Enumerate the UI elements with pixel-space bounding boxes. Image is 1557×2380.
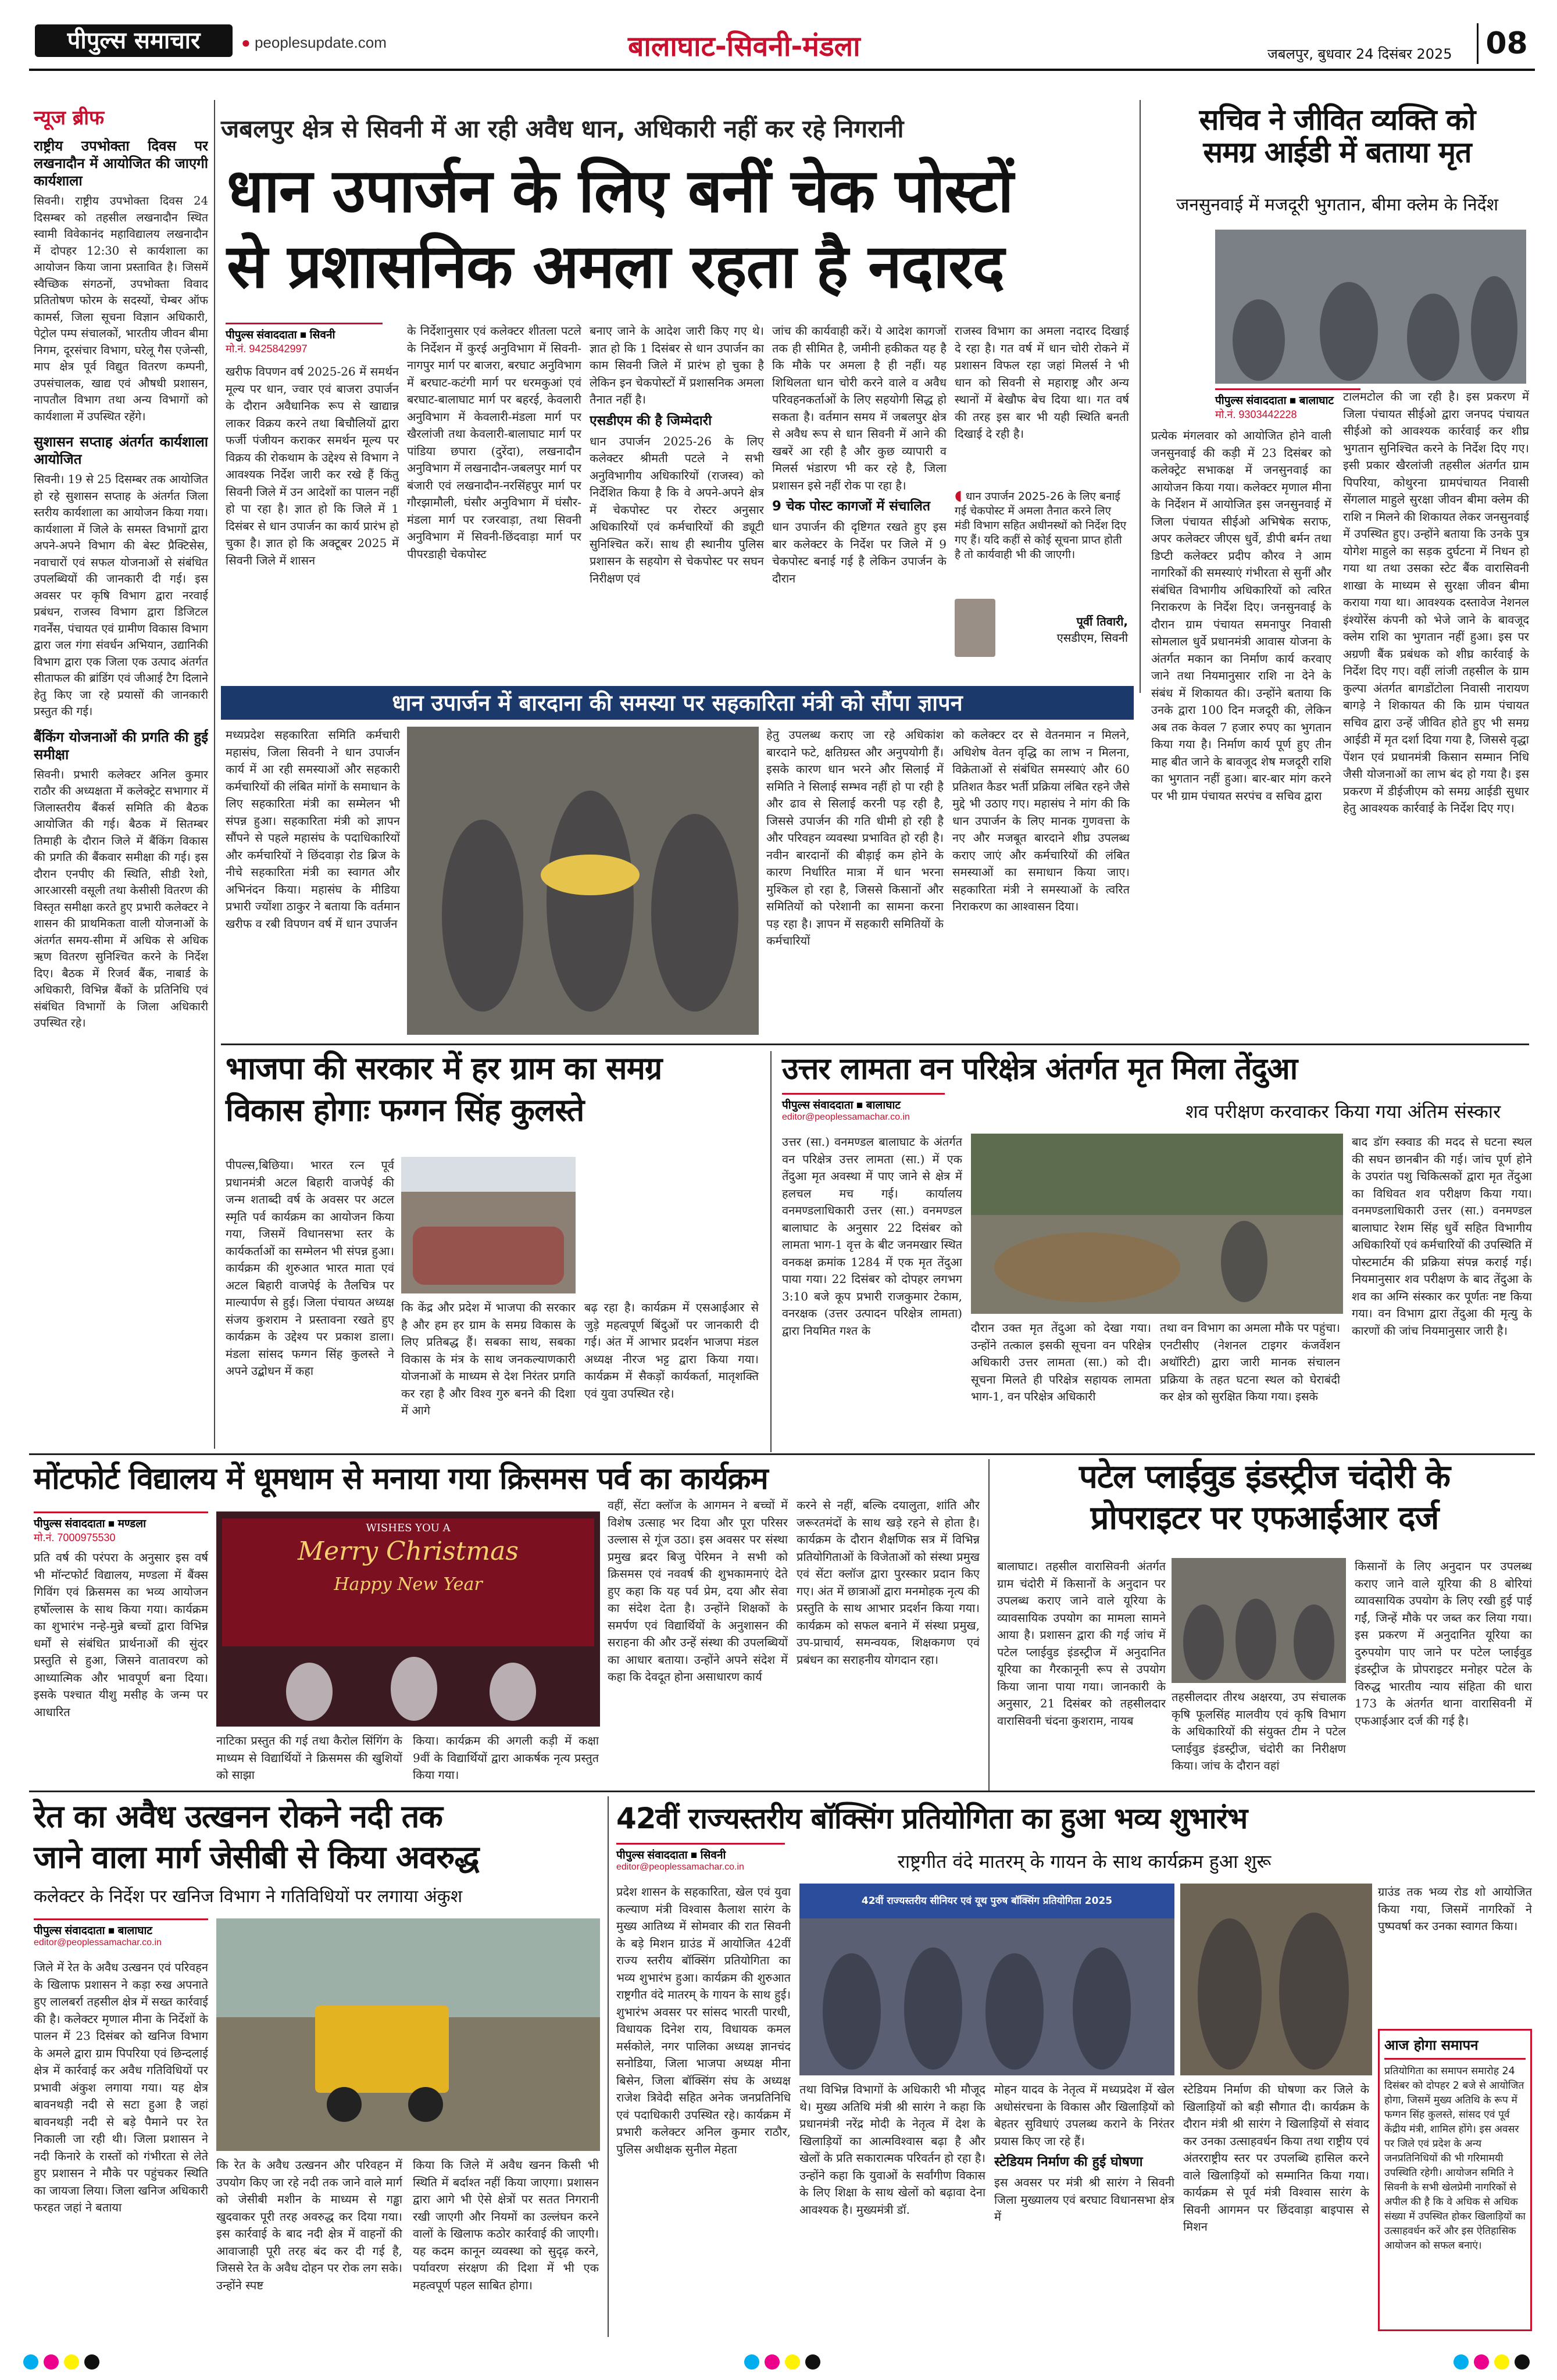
christmas-col-2: नाटिका प्रस्तुत की गई तथा कैरोल सिंगिंग के माध्यम से विद्यार्थियों ने क्रिसमस की खुशियों को साझा xyxy=(216,1734,402,1782)
secretary-byline: पीपुल्स संवाददाता ■ बालाघाट मो.नं. 9303442228 xyxy=(1215,388,1360,421)
secretary-subhead: जनसुनवाई में मजदूरी भुगतान, बीमा क्लेम के निर्देश xyxy=(1176,195,1498,215)
tendua-headline: उत्तर लामता वन परिक्षेत्र अंतर्गत मृत मिला तेंदुआ xyxy=(782,1052,1298,1087)
garland-decoration xyxy=(541,855,640,895)
bjp-col-2: कि केंद्र और प्रदेश में भाजपा की सरकार है और हम हर ग्राम के समग्र विकास के लिए प्रतिबद्ध हैं। सबका साथ, सबका विकास के मंत्र के साथ जनकल्याणकारी योजनाओं के माध्यम से देश निरंतर प्रगति कर रहा है और विश्व गुरु बनने की दिशा में आगे xyxy=(401,1300,576,1417)
masthead xyxy=(0,0,1557,74)
bjp-event-photo xyxy=(401,1157,576,1293)
magenta-mark xyxy=(44,2354,59,2370)
boxing-col-4: स्टेडियम निर्माण की घोषणा कर जिले के खिलाड़ियों को बड़ी सौगात दी। कार्यक्रम के दौरान मंत्री श्री सारंग ने खिलाड़ियों से संवाद कर उनका उत्साहवर्धन किया तथा राष्ट्रीय एवं अंतरराष्ट्रीय स्तर पर उपलब्धि हासिल करने वाले खिलाड़ियों को सम्मानित किया गया। कार्यक्रम से पूर्व मंत्री विश्वास सारंग के सिवनी आगमन पर छिंदवाड़ा बाइपास से मिशन xyxy=(1183,2082,1369,2234)
section-title: बालाघाट-सिवनी-मंडला xyxy=(628,30,860,63)
paper-logo xyxy=(35,24,233,57)
tendua-subhead: शव परीक्षण करवाकर किया गया अंतिम संस्कार xyxy=(1185,1100,1501,1123)
boxing-headline: 42वीं राज्यस्तरीय बॉक्सिंग प्रतियोगिता का हुआ भव्य शुभारंभ xyxy=(616,1802,1248,1835)
grid-col-1: मध्यप्रदेश सहकारिता समिति कर्मचारी महासंघ, जिला सिवनी ने धान उपार्जन कार्य में आ रही समस्याओं और सहकारी कर्मचारियों की लंबित मांगों के समाधान के लिए सहकारिता मंत्री का सम्मेलन भी संपन्न हुआ। सहकारिता मंत्री को ज्ञापन सौंपने से पहले महासंघ के पदाधिकारियों और कर्मचारियों ने छिंदवाड़ा रोड ब्रिज के नीचे सहकारिता मंत्री का स्वागत और अभिनंदन किया। महासंघ के मीडिया प्रभारी ज्योंशा ठाकुर ने बताया कि वर्तमान खरीफ व रबी विपणन वर्ष में धान उपार्जन xyxy=(226,728,400,931)
brief-label: न्यूज ब्रीफ xyxy=(34,106,105,130)
website-link[interactable] xyxy=(241,34,387,52)
section-divider xyxy=(29,1791,1535,1792)
grid-col-3: को कलेक्टर दर से वेतनमान न मिलने, अधिशेष वेतन वृद्धि का लाभ न मिलना, विक्रेताओं से संबंधित समस्याएं और 60 प्रतिशत कैडर भर्ती प्रक्रिया लंबित रहने जैसे मुद्दे भी उठाए गए। महासंघ ने मांग की कि धान उपार्जन के लिए मानक गुणवत्ता के नए और मजबूत बारदाने शीघ्र उपलब्ध कराए जाएं और कर्मचारियों की लंबित समस्याओं का समाधान किया जाए। सहकारिता मंत्री ने समस्याओं के त्वरित निराकरण का आश्वासन दिया। xyxy=(952,728,1130,913)
boxing-subhead: राष्ट्रगीत वंदे मातरम् के गायन के साथ कार्यक्रम हुआ शुरू xyxy=(897,1850,1272,1872)
patel-col-3: किसानों के लिए अनुदान पर उपलब्ध कराए जाने वाले यूरिया की 8 बोरियां व्यावसायिक उपयोग के लिए रखी हुई पाई गईं, जिन्हें मौके पर जब्त कर लिया गया। इस प्रकरण में अनुदानित यूरिया का दुरुपयोग पाए जाने पर पटेल प्लाईवुड इंडस्ट्रीज के प्रोपराइटर मनोहर पटेल के विरुद्ध भारतीय न्याय संहिता की धारा 173 के अंतर्गत थाना वारासिवनी में एफआईआर दर्ज की गई है। xyxy=(1355,1559,1532,1728)
christmas-stage-photo xyxy=(216,1511,600,1727)
brief-heading: बैंकिंग योजनाओं की प्रगति की हुई समीक्षा xyxy=(34,728,208,763)
section-divider xyxy=(221,1044,1529,1045)
dateline: जबलपुर, बुधवार 24 दिसंबर 2025 xyxy=(1267,46,1452,62)
column-divider xyxy=(214,100,215,1449)
grid-col-2: हेतु उपलब्ध कराए जा रहे अधिकांश बारदाने फटे, क्षतिग्रस्त और अनुपयोगी हैं। इसके कारण धान भरने और सिलाई में समिति ने सिलाई सम्भव नहीं हो पा रही है और ढाव से सिलाई करनी पड़ रही है, जिससे उपार्जन की गति धीमी हो रही है और परिवहन व्यवस्था प्रभावित हो रही है। नवीन बारदानों की बीड़ाई कम होने के कारण निर्धारित मात्रा में धान भरना मुश्किल हो रहा है, जिससे किसानों और समितियों को परेशानी का सामना करना पड़ रहा है। ज्ञापन में सहकारी समितियों के कर्मचारियों xyxy=(766,728,944,948)
lead-mobile: मो.नं. 9425842997 xyxy=(226,343,308,355)
section-divider xyxy=(29,1453,1535,1455)
brief-heading: सुशासन सप्ताह अंतर्गत कार्यशाला आयोजित xyxy=(34,434,208,467)
lead-quote: ◖ धान उपार्जन 2025-26 के लिए बनाई गई चेकपोस्ट में अमला तैनात करने लिए मंडी विभाग सहित अधीनस्थों को निर्देश दिए गए हैं। यदि कहीं से कोई सूचना प्राप्त होती है तो कार्यवाही भी की जाएगी। xyxy=(955,487,1127,561)
lead-subhead: एसडीएम की है जिम्मेदारी xyxy=(590,413,712,428)
secretary-col-2: टालमटोल की जा रही है। इस प्रकरण में जिला पंचायत सीईओ द्वारा जनपद पंचायत सीईओ को आवश्यक कार्रवाई कर शीघ्र भुगतान सुनिश्चित करने के निर्देश दिए गए। इसी प्रकार खैरलांजी तहसील अंतर्गत ग्राम पिपरिया, कोथुरना ग्रामपंचायत निवासी सेंगलाल माहुले सुरक्षा जीवन बीमा क्लेम की राशि न मिलने की शिकायत लेकर जनसुनवाई में उपस्थित हुए। उन्होंने बताया कि उनके पुत्र योगेश माहुले का सड़क दुर्घटना में निधन हो गया था तथा उसका स्टेट बैंक वारासिवनी शाखा के माध्यम से सुरक्षा जीवन बीमा कराया गया था। आवश्यक दस्तावेज नेशनल इंश्योरेंस कंपनी को भेजे जाने के बावजूद क्लेम राशि का भुगतान नहीं हुआ। इस पर अग्रणी बैंक प्रबंधक को शीघ्र कार्रवाई के निर्देश दिए गए। वहीं लांजी तहसील के ग्राम कुल्पा अंतर्गत बागडोंटोला निवासी नारायण बागड़े ने शिकायत की कि ग्राम पंचायत सचिव द्वारा उन्हें जीवित होते हुए भी समग्र आईडी में मृत दर्शा दिया गया है, जिससे वृद्धा पेंशन एवं प्रधानमंत्री किसान सम्मान निधि जैसी योजनाओं का लाभ बंद हो गया है। इस प्रकरण में डीईजीएम को समग्र आईडी सुधार हेतु आवश्यक कार्रवाई के निर्देश दिए गए। xyxy=(1343,389,1529,815)
tendua-col-2: दौरान उक्त मृत तेंदुआ को देखा गया। उन्होंने तत्काल इसकी सूचना वन परिक्षेत्र अधिकारी उत्तर लामता (सा.) को दी। सूचना मिलते ही परिक्षेत्र सहायक लामता भाग-1, वन परिक्षेत्र अधिकारी xyxy=(971,1321,1151,1403)
column-divider xyxy=(1140,100,1141,693)
grid-banner: धान उपार्जन में बारदाना की समस्या पर सहकारिता मंत्री को सौंपा ज्ञापन xyxy=(221,686,1134,720)
dead-leopard-photo xyxy=(971,1134,1343,1314)
quote-icon: ◖ xyxy=(955,487,962,503)
boxing-photo-banner: 42वीं राज्यस्तरीय सीनियर एवं यूथ पुरुष बॉक्सिंग प्रतियोगिता 2025 xyxy=(799,1884,1174,1918)
boxing-col-1: प्रदेश शासन के सहकारिता, खेल एवं युवा कल्याण मंत्री विश्वास कैलाश सारंग के मुख्य आतिथ्य में सोमवार की रात सिवनी के बड़े मिशन ग्राउंड में आयोजित 42वीं राज्य स्तरीय बॉक्सिंग प्रतियोगिता का भव्य शुभारंभ हुआ। कार्यक्रम की शुरुआत राष्ट्रगीत वंदे मातरम् के गायन के साथ हुई। शुभारंभ अवसर पर सांसद भारती पारधी, विधायक दिनेश राय, विधायक कमल मर्सकोले, नगर पालिका अध्यक्ष ज्ञानचंद सनोडिया, जिला भाजपा अध्यक्ष मीना बिसेन, जिला बॉक्सिंग संघ के अध्यक्ष राजेश त्रिवेदी सहित अनेक जनप्रतिनिधि एवं पदाधिकारी उपस्थित रहे। कार्यक्रम में प्रभारी कलेक्टर अनिल कुमार राठौर, पुलिस अधीक्षक सुनील मेहता xyxy=(616,1885,791,2156)
lead-col-2: के निर्देशानुसार एवं कलेक्टर शीतला पटले के निर्देशन में कुरई अनुविभाग में सिवनी-नागपुर मार्ग पर बाजरा, बरघाट अनुविभाग में बरघाट-कटंगी मार्ग पर धरमकुआं एवं बरघाट-बालाघाट मार्ग पर बहरई, केवलारी अनुविभाग में केवलारी-मंडला मार्ग पर खैरलांजी तथा केवलारी-बालाघाट मार्ग पर पांडिया छपारा (दुरेंदा), लखनादौन अनुविभाग में लखनादौन-जबलपुर मार्ग पर बंजारी एवं लखनादौन-नरसिंहपुर मार्ग पर गौरझामौली, घंसौर अनुविभाग में घंसौर-मंडला मार्ग पर रजरवाड़ा, तथा सिवनी अनुविभाग में सिवनी-छिंदवाड़ा मार्ग पर पीपरडाही चेकपोस्ट xyxy=(407,324,581,561)
cyan-mark xyxy=(744,2354,759,2370)
yellow-mark xyxy=(785,2354,800,2370)
lead-kicker: जबलपुर क्षेत्र से सिवनी में आ रही अवैध धान, अधिकारी नहीं कर रहे निगरानी xyxy=(221,115,904,143)
brief-text: सिवनी। राष्ट्रीय उपभोक्ता दिवस 24 दिसम्बर को तहसील लखनादौन स्थित स्वामी विवेकानंद महाविद्यालय लखनादौन में दोपहर 12:30 से कार्यशाला का आयोजन किया जाना प्रस्तावित है। जिसमें स्वैच्छिक संगठनों, उपभोक्ता विवाद प्रतितोषण फोरम के सदस्यों, चेम्बर ऑफ कामर्स, जिला सूचना विज्ञान अधिकारी, पेट्रोल पम्प संचालकों, भारतीय जीवन बीमा निगम, दूरसंचार विभाग, घरेलू गैस एजेन्सी, माप क्षेत्र पूर्व विद्युत वितरण कम्पनी, उपसंचालक, खाद्य एवं औषधी प्रशासन, नापतौल विभाग तथा अन्य विभागों को कार्यशाला में उपस्थित रहेंगे। xyxy=(34,194,208,423)
lead-headline xyxy=(227,157,1145,301)
boxing-stage-photo xyxy=(799,1884,1174,2075)
paper-name: पीपुल्स समाचार xyxy=(67,27,201,54)
column-divider xyxy=(770,1051,772,1452)
globe-icon: ● xyxy=(241,34,251,51)
brief-text: सिवनी। 19 से 25 दिसम्बर तक आयोजित हो रहे सुशासन सप्ताह के अंतर्गत जिला स्तरीय कार्यशाला का आयोजन किया गया। कार्यशाला में जिले के समस्त विभागों द्वारा अपने-अपने विभाग की बेस्ट प्रैक्टिसेस, नवाचारों एवं सफल योजनाओं से संबंधित उपलब्धियों की जानकारी दी गई। इस अवसर पर कृषि विभाग द्वारा नरवाई प्रबंधन, राजस्व विभाग द्वारा डिजिटल गवर्नेंस, पंचायत एवं ग्रामीण विकास विभाग द्वारा जल गंगा संवर्धन अभियान, उद्यानिकी विभाग द्वारा एक जिला एक उत्पाद अंतर्गत सीताफल की ब्रांडिंग एवं जीआई टैग दिलाने हेतु किए जा रहे प्रयासों की जानकारी प्रस्तुत की गई। xyxy=(34,473,208,718)
cyan-mark xyxy=(23,2354,38,2370)
cyan-mark xyxy=(1454,2354,1469,2370)
quote-author-photo xyxy=(955,599,995,657)
patel-col-2: तहसीलदार तीरथ अक्षरया, उप संचालक कृषि फूलसिंह मालवीय एवं कृषि विभाग के अधिकारियों की संयुक्त टीम ने पटेल प्लाईवुड इंडस्ट्रीज, चंदोरी का निरीक्षण किया। जांच के दौरान वहां xyxy=(1172,1690,1346,1773)
bjp-headline: भाजपा की सरकार में हर ग्राम का समग्र विकास होगाः फग्गन सिंह कुलस्ते xyxy=(226,1050,662,1129)
christmas-col-4: वहीं, सेंटा क्लॉज के आगमन ने बच्चों में विशेष उत्साह भर दिया और पूरा परिसर उल्लास से गूंज उठा। इस अवसर पर संस्था प्रमुख ब्रदर बिजु पेरिमन ने सभी को क्रिसमस एवं नववर्ष की शुभकामनाएं देते हुए कहा कि यह पर्व प्रेम, दया और सेवा का संदेश देता है। उन्होंने शिक्षकों के समर्पण एवं विद्यार्थियों के अनुशासन की सराहना की और उन्हें संस्था की उपलब्धियों का आधार बताया। उन्होंने अपने संदेश में कहा कि देवदूत होना असाधारण कार्य xyxy=(608,1498,788,1684)
bjp-col-3: बढ़ रहा है। कार्यक्रम में एसआईआर से जुड़े महत्वपूर्ण बिंदुओं पर जानकारी दी गई। अंत में आभार प्रदर्शन भाजपा मंडल अध्यक्ष नीरज भट्ट द्वारा किया गया। कार्यक्रम में सैकड़ों कार्यकर्ता, मातृशक्ति एवं युवा उपस्थित रहे। xyxy=(584,1300,759,1400)
yellow-mark xyxy=(1494,2354,1509,2370)
column-divider xyxy=(608,1796,609,2337)
boxing-col-3: मोहन यादव के नेतृत्व में मध्यप्रदेश में खेल अधोसंरचना के विकास और खिलाड़ियों को बेहतर सुविधाएं उपलब्ध कराने के निरंतर प्रयास किए जा रहे हैं। स्टेडियम निर्माण की हुई घोषणा इस अवसर पर मंत्री श्री सारंग ने सिवनी जिला मुख्यालय एवं बरघाट विधानसभा क्षेत्र में xyxy=(994,2082,1174,2224)
website-text: peoplesupdate.com xyxy=(254,34,387,51)
christmas-byline: पीपुल्स संवाददाता ■ मण्डला मो.नं. 7000975530 xyxy=(34,1511,208,1545)
magenta-mark xyxy=(1474,2354,1489,2370)
patel-headline: पटेल प्लाईवुड इंडस्ट्रीज चंदोरी के प्रोपराइटर पर एफआईआर दर्ज xyxy=(1079,1458,1451,1537)
black-mark xyxy=(1515,2354,1530,2370)
sand-byline: पीपुल्स संवाददाता ■ बालाघाट editor@peoplessamachar.co.in xyxy=(34,1918,208,1948)
lead-col-4: जांच की कार्यवाही करें। ये आदेश कागजों तक ही सीमित है, जमीनी हकीकत यह है कि मौके पर अमला है ही नहीं। यह शिथिलता धान चोरी करने वाले व अवैध परिवहनकर्ताओं के लिए सहयोगी सिद्ध हो सकता है। वर्तमान समय में जबलपुर क्षेत्र से अवैध रूप से धान सिवनी में आने की खबरें आ रही है और कुछ व्यापारी व मिलर्स भंडारण भी कर रहे है, जिला प्रशासन इसे नहीं रोक पा रहा है। 9 चेक पोस्ट कागजों में संचालित धान उपार्जन की दृष्टिगत रखते हुए इस बार कलेक्टर के निर्देश पर जिले में 9 चेकपोस्ट बनाई गई है लेकिन उपार्जन के दौरान xyxy=(772,324,947,585)
sand-col-2: कि रेत के अवैध उत्खनन और परिवहन में उपयोग किए जा रहे नदी तक जाने वाले मार्ग को जेसीबी मशीन के माध्यम से गड्ढा खुदवाकर पूरी तरह अवरुद्ध कर दिया गया। इस कार्रवाई के बाद नदी क्षेत्र में वाहनों की आवाजाही पूरी तरह बंद कर दी गई है, जिससे रेत के अवैध दोहन पर रोक लग सके। उन्होंने स्पष्ट xyxy=(216,2158,402,2292)
magenta-mark xyxy=(765,2354,780,2370)
boxing-byline: पीपुल्स संवाददाता ■ सिवनी editor@peoplessamachar.co.in xyxy=(616,1843,785,1872)
tendua-col-3: तथा वन विभाग का अमला मौके पर पहुंचा। एनटीसीए (नेशनल टाइगर कंजर्वेशन अथॉरिटी) द्वारा जारी मानक संचालन प्रक्रिया के तहत घटना स्थल को घेराबंदी कर क्षेत्र को सुरक्षित किया गया। इसके xyxy=(1160,1321,1340,1403)
quote-author: पूर्वी तिवारी, एसडीएम, सिवनी xyxy=(1056,614,1128,645)
lead-col-5: राजस्व विभाग का अमला नदारद दिखाई दे रहा है। गत वर्ष में धान चोरी रोकने में प्रशासन विफल रहा जहां मिलर्स ने भी धान को सिवनी से महाराष्ट्र और अन्य स्थानों में बेखौफ बेच दिया था। गत वर्ष की तरह इस बार भी यही स्थिति बनती दिखाई दे रही है। xyxy=(955,324,1129,441)
lead-headline-line2: से प्रशासनिक अमला रहता है नदारद xyxy=(227,231,1004,302)
christmas-col-1: प्रति वर्ष की परंपरा के अनुसार इस वर्ष भी मॉन्टफोर्ट विद्यालय, मण्डला में बैंक्स गिविंग एवं क्रिसमस का भव्य आयोजन हर्षोल्लास के साथ किया गया। कार्यक्रम का शुभारंभ नन्हे-मुन्ने बच्चों द्वारा विभिन्न धर्मों से संबंधित प्रार्थनाओं की सुंदर प्रस्तुति से हुआ, जिसने वातावरण को आध्यात्मिक और भावपूर्ण बना दिया। इसके पश्चात यीशु मसीह के जन्म पर आधारित xyxy=(34,1550,208,1719)
minister-photo xyxy=(407,727,759,1035)
lead-col-1: खरीफ विपणन वर्ष 2025-26 में समर्थन मूल्य पर धान, ज्वार एवं बाजरा उपार्जन के दौरान अवैधानिक रूप से खाद्यान्न लाकर विक्रय करने तथा बिचौलियों द्वारा फर्जी पंजीयन कराकर समर्थन मूल्य पर विक्रय की रोकथाम के उद्देश्य से विभाग ने आवश्यक निर्देश जारी कर रखे हैं किंतु सिवनी जिले में उन आदेशों का पालन नहीं हो पा रहा है। ज्ञात हो कि जिले में 1 दिसंबर से धान उपार्जन का कार्य प्रारंभ हो चुका है। ज्ञात हो कि अक्टूबर 2025 में सिवनी जिले में शासन xyxy=(226,364,399,567)
black-mark xyxy=(84,2354,99,2370)
secretary-col-1: प्रत्येक मंगलवार को आयोजित होने वाली जनसुनवाई की कड़ी में 23 दिसंबर को कलेक्ट्रेट सभाकक्ष में जनसुनवाई का आयोजन किया गया। कलेक्टर मृणाल मीना के निर्देशन में आयोजित इस जनसुनवाई में जिला पंचायत सीईओ अभिषेक सराफ, अपर कलेक्टर जीएस धुर्वे, डीपी बर्मन तथा डिप्टी कलेक्टर प्रदीप कौरव ने आम नागरिकों की समस्याएं गंभीरता से सुनीं और संबंधित विभागीय अधिकारियों को त्वरित निराकरण के निर्देश दिए। जनसुनवाई के दौरान ग्राम पंचायत समनापुर निवासी सोमलाल धुर्वे प्रधानमंत्री आवास योजना के अंतर्गत मकान का निर्माण कार्य करवाए जाने तथा नियमानुसार राशि ना देने के संबंध में शिकायत की। उन्होंने बताया कि उनके द्वारा 100 दिन मजदूरी की, लेकिन अब तक केवल 7 हजार रुपए का भुगतान किया गया है। निर्माण कार्य पूर्ण हुए तीन माह बीत जाने के बावजूद शेष मजदूरी राशि का भुगतान नहीं हुआ। बार-बार मांग करने पर भी ग्राम पंचायत सरपंच व सचिव द्वारा xyxy=(1151,428,1331,803)
jansunwai-photo xyxy=(1215,230,1526,384)
lead-byline: पीपुल्स संवाददाता ■ सिवनी मो.नं. 9425842997 xyxy=(226,323,383,356)
christmas-col-5: करने से नहीं, बल्कि दयालुता, शांति और जरूरतमंदों के साथ खड़े रहने से होता है। कार्यक्रम के दौरान शैक्षणिक सत्र में विभिन्न प्रतियोगिताओं के विजेताओं को संस्था प्रमुख एवं सेंटा क्लॉज द्वारा पुरस्कार प्रदान किए गए। अंत में छात्राओं द्वारा मनमोहक नृत्य की प्रस्तुति के साथ आभार प्रदर्शन किया गया। कार्यक्रम को सफल बनाने में संस्था प्रमुख, उप-प्राचार्य, समन्वयक, शिक्षकगण एवं प्रबंधन का सराहनीय योगदान रहा। xyxy=(797,1498,980,1667)
bjp-col-1: पीपल्स,बिछिया। भारत रत्न पूर्व प्रधानमंत्री अटल बिहारी वाजपेई की जन्म शताब्दी वर्ष के अवसर पर अटल स्मृति पर्व कार्यक्रम का आयोजन किया गया, जिसमें विधानसभा स्तर के कार्यकर्ताओं का सम्मेलन भी संपन्न हुआ। कार्यक्रम की शुरुआत भारत माता एवं अटल बिहारी वाजपेई के तैलचित्र पर माल्यार्पण से हुई। जिला पंचायत अध्यक्ष संजय कुशराम ने प्रस्तावना रखते हुए कार्यक्रम के उद्देश्य पर प्रकाश डाला। मंडला सांसद फग्गन सिंह कुलस्ते ने अपने उद्बोधन में कहा xyxy=(226,1158,394,1378)
boxing-col-2: तथा विभिन्न विभागों के अधिकारी भी मौजूद थे। मुख्य अतिथि मंत्री श्री सारंग ने कहा कि प्रधानमंत्री नरेंद्र मोदी के नेतृत्व में देश के खिलाड़ियों का आत्मविश्वास बढ़ा है और खेलों के प्रति सकारात्मक परिवर्तन हो रहा है। उन्होंने कहा कि युवाओं के सर्वांगीण विकास के लिए शिक्षा के साथ खेलों को बढ़ावा देना आवश्यक है। मुख्यमंत्री डॉ. xyxy=(799,2082,985,2217)
closing-box-text: प्रतियोगिता का समापन समारोह 24 दिसंबर को दोपहर 2 बजे से आयोजित होगा, जिसमें मुख्य अतिथि के रूप में फग्गन सिंह कुलस्ते, सांसद एवं पूर्व केंद्रीय मंत्री, शामिल होंगे। इस अवसर पर जिले एवं प्रदेश के अन्य जनप्रतिनिधियों की भी गरिमामयी उपस्थिति रहेगी। आयोजन समिति ने सिवनी के सभी खेलप्रेमी नागरिकों से अपील की है कि वे अधिक से अधिक संख्या में उपस्थित होकर खिलाड़ियों का उत्साहवर्धन करें और इस ऐतिहासिक आयोजन को सफल बनाएं। xyxy=(1384,2065,1526,2252)
sand-headline: रेत का अवैध उत्खनन रोकने नदी तक जाने वाला मार्ग जेसीबी से किया अवरुद्ध xyxy=(34,1798,479,1876)
sand-col-3: किया कि जिले में अवैध खनन किसी भी स्थिति में बर्दाश्त नहीं किया जाएगा। प्रशासन द्वारा आगे भी ऐसे क्षेत्रों पर सतत निगरानी रखी जाएगी और नियमों का उल्लंघन करने वालों के खिलाफ कठोर कार्रवाई की जाएगी। यह कदम कानून व्यवस्था को सुदृढ़ करने, पर्यावरण संरक्षण की दिशा में भी एक महत्वपूर्ण पहल साबित होगा। xyxy=(413,2158,599,2292)
masthead-rule xyxy=(29,69,1535,71)
lead-col-3: बनाए जाने के आदेश जारी किए गए थे। ज्ञात हो कि 1 दिसंबर से धान उपार्जन का काम सिवनी जिले में प्रारंभ हो चुका है लेकिन इन चेकपोस्टों में प्रशासनिक अमला तैनात नहीं है। एसडीएम की है जिम्मेदारी धान उपार्जन 2025-26 के लिए कलेक्टर श्रीमती पटले ने सभी अनुविभागीय अधिकारियों (राजस्व) को निर्देशित किया है कि वे अपने-अपने क्षेत्र में चेकपोस्ट पर रोस्टर अनुसार अधिकारियों एवं कर्मचारियों की ड्यूटी सुनिश्चित करें। साथ ही स्थानीय पुलिस प्रशासन के सहयोग से चेकपोस्ट पर सघन निरीक्षण एवं xyxy=(590,324,764,585)
tendua-col-4: बाद डॉग स्क्वाड की मदद से घटना स्थल की सघन छानबीन की गई। जांच पूर्ण होने के उपरांत पशु चिकित्सकों द्वारा मृत तेंदुआ का विधिवत शव परीक्षण किया गया। वनमण्डलाधिकारी उत्तर (सा.) वनमण्डल बालाघाट रेशम सिंह धुर्वे सहित विभागीय अधिकारियों एवं कर्मचारियों की उपस्थिति में पोस्टमार्टम की प्रक्रिया संपन्न कराई गई। नियमानुसार शव परीक्षण के बाद तेंदुआ के शव का अग्नि संस्कार कर पूर्णतः नष्ट किया गया। वन विभाग द्वारा तेंदुआ की मृत्यु के कारणों की जांच नियमानुसार जारी है। xyxy=(1352,1135,1532,1338)
page-number: 08 xyxy=(1477,23,1535,64)
yellow-mark xyxy=(64,2354,79,2370)
lead-subhead: 9 चेक पोस्ट कागजों में संचालित xyxy=(772,499,930,514)
jcb-machine xyxy=(315,2006,449,2093)
black-mark xyxy=(805,2354,820,2370)
closing-box-head: आज होगा समापन xyxy=(1384,2035,1526,2060)
sand-col-1: जिले में रेत के अवैध उत्खनन एवं परिवहन के खिलाफ प्रशासन ने कड़ा रुख अपनाते हुए लालबर्रा तहसील क्षेत्र में सख्त कार्रवाई की है। कलेक्टर मृणाल मीना के निर्देशों के पालन में 23 दिसंबर को खनिज विभाग के अमले द्वारा ग्राम पिपरिया एवं छिन्दलाई क्षेत्र में कार्रवाई कर अवैध गतिविधियों पर प्रभावी अंकुश लगाया गया। यह क्षेत्र बावनथड़ी नदी से सटा हुआ है जहां बावनथड़ी नदी से बड़े पैमाने पर रेत निकाली जा रही थी। जिला प्रशासन ने नदी किनारे के रास्तों को गंभीरता से लेते हुए प्रशासन ने मौके पर पहुंचकर स्थिति का जायजा लिया। जिला खनिज अधिकारी फरहत जहां ने बताया xyxy=(34,1960,208,2214)
brief-heading: राष्ट्रीय उपभोक्ता दिवस पर लखनादौन में आयोजित की जाएगी कार्यशाला xyxy=(34,138,208,189)
christmas-poster: WISHES YOU A Merry Christmas Happy New Year xyxy=(222,1518,594,1646)
brief-text: सिवनी। प्रभारी कलेक्टर अनिल कुमार राठौर की अध्यक्षता में कलेक्ट्रेट सभागार में जिलास्तरीय बैंकर्स समिति की बैठक आयोजित की गई। बैठक में सितम्बर तिमाही के दौरान जिले में बैंकिंग विकास की प्रगति की बैंकवार समीक्षा की गई। इस दौरान एनपीए की स्थिति, सीडी रेशो, आरआरसी वसूली तथा केसीसी वितरण की विस्तृत समीक्षा करते हुए प्रभारी कलेक्टर ने शासन की प्राथमिकता वाली योजनाओं के अंतर्गत समय-सीमा में अधिक से अधिक ऋण वितरण सुनिश्चित करने के निर्देश दिए। बैठक में रिजर्व बैंक, नाबार्ड के अधिकारी, विभिन्न बैंकों के प्रतिनिधि एवं संबंधित विभागों के जिला अधिकारी उपस्थित रहे। xyxy=(34,767,208,1030)
jcb-photo xyxy=(216,1918,600,2151)
boxing-subhead-stadium: स्टेडियम निर्माण की हुई घोषणा xyxy=(994,2154,1143,2170)
closing-ceremony-box xyxy=(1378,2029,1532,2331)
ribbon-cutting-photo xyxy=(1180,1884,1372,2075)
secretary-headline: सचिव ने जीवित व्यक्ति को समग्र आईडी में बताया मृत xyxy=(1199,103,1476,169)
sand-subhead: कलेक्टर के निर्देश पर खनिज विभाग ने गतिविधियों पर लगाया अंकुश xyxy=(34,1886,463,1907)
boxing-col-5: ग्राउंड तक भव्य रोड शो आयोजित किया गया, जिसमें नागरिकों ने पुष्पवर्षा कर उनका स्वागत किया। xyxy=(1378,1885,1532,1933)
christmas-col-3: किया। कार्यक्रम की अगली कड़ी में कक्षा 9वीं के विद्यार्थियों द्वारा आकर्षक नृत्य प्रस्तुत किया गया। xyxy=(413,1734,599,1782)
brief-column xyxy=(34,134,208,1448)
tendua-byline: पीपुल्स संवाददाता ■ बालाघाट editor@peoplessamachar.co.in xyxy=(782,1093,945,1123)
patel-col-1: बालाघाट। तहसील वारासिवनी अंतर्गत ग्राम चंदोरी में किसानों के अनुदान पर उपलब्ध कराए जाने वाले यूरिया के व्यावसायिक उपयोग का मामला सामने आया है। प्रशासन द्वारा की गई जांच में पटेल प्लाईवुड इंडस्ट्रीज में अनुदानित यूरिया का गैरकानूनी रूप से उपयोग किया जाना पाया गया। जानकारी के अनुसार, 21 दिसंबर को तहसीलदार वारासिवनी चंदना कुशराम, नायब xyxy=(997,1559,1166,1728)
tendua-col-1: उत्तर (सा.) वनमण्डल बालाघाट के अंतर्गत वन परिक्षेत्र उत्तर लामता (सा.) में एक तेंदुआ मृत अवस्था में पाए जाने से क्षेत्र में हलचल मच गई। कार्यालय वनमण्डलाधिकारी उत्तर (सा.) वनमण्डल बालाघाट के अनुसार 22 दिसंबर को लामता भाग-1 वृत्त के बीट जनमखार स्थित वनकक्ष क्रमांक 1284 में एक मृत तेंदुआ पाया गया। 22 दिसंबर को दोपहर लगभग 3:10 बजे कूप प्रभारी राजकुमार टेकाम, वनरक्षक (उत्तर उत्पादन परिक्षेत्र लामता) द्वारा नियमित गश्त के xyxy=(782,1135,962,1338)
plywood-raid-photo xyxy=(1172,1558,1346,1683)
christmas-headline: मोंटफोर्ट विद्यालय में धूमधाम से मनाया गया क्रिसमस पर्व का कार्यक्रम xyxy=(34,1461,768,1496)
column-divider xyxy=(988,1459,990,1791)
lead-headline-line1: धान उपार्जन के लिए बनीं चेक पोस्टों xyxy=(227,155,1013,226)
